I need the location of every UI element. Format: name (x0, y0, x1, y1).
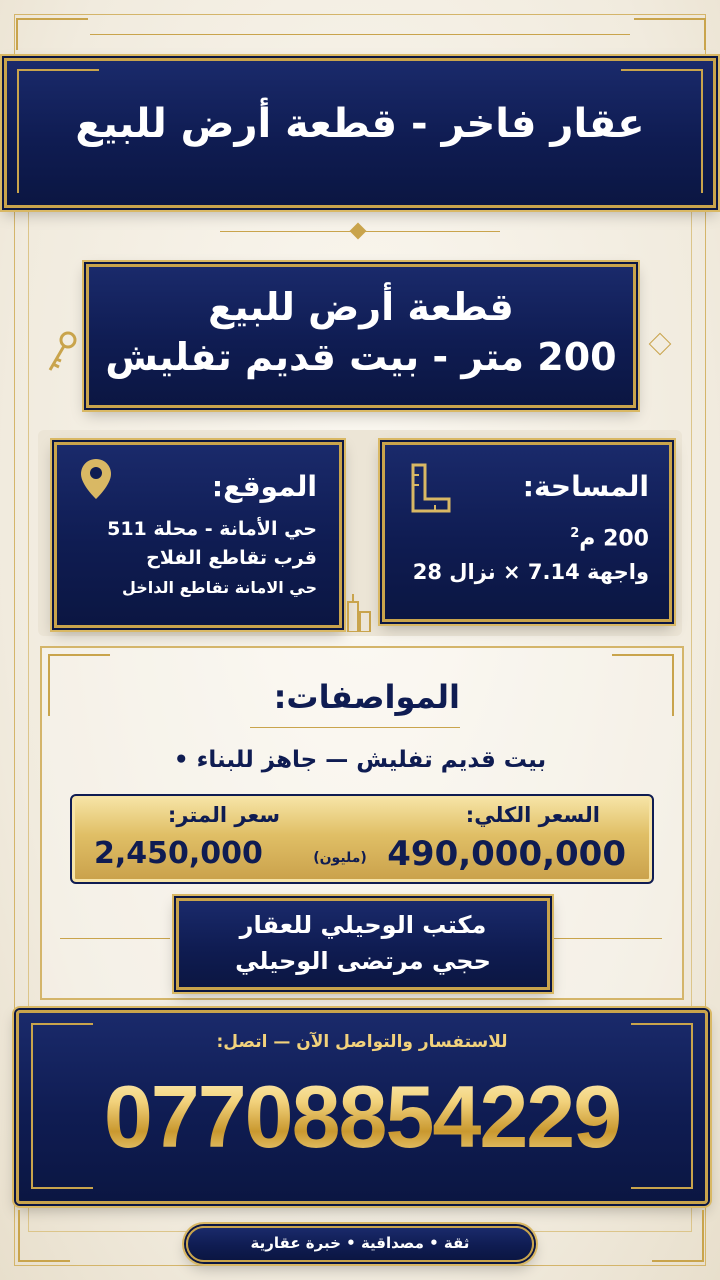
location-line-3: حي الامانة تقاطع الداخل (121, 578, 317, 597)
area-card (382, 442, 672, 622)
price-per-meter-label: سعر المتر: (167, 803, 280, 827)
ruler-icon (411, 463, 451, 513)
building-icon (344, 592, 374, 632)
location-heading: الموقع: (211, 470, 317, 503)
footer-corner-left-ornament (18, 1210, 70, 1262)
office-line-right (552, 938, 662, 939)
price-total-unit: (مليون) (313, 850, 367, 866)
area-dimensions: واجهة 7.14 × نزال 28 (412, 560, 649, 585)
corner-ornament-top-right (634, 18, 706, 50)
footer-tagline: ثقة • مصداقية • خبرة عقارية (250, 1234, 470, 1252)
price-total-label: السعر الكلي: (465, 803, 600, 827)
hero-box (86, 264, 636, 408)
specs-description: بيت قديم تفليش — جاهز للبناء • (173, 747, 547, 773)
footer-corner-right-ornament (652, 1210, 704, 1262)
specs-corner-right-ornament (612, 654, 674, 716)
header-banner (4, 58, 716, 208)
footer-tagline-pill (186, 1226, 534, 1262)
specs-heading: المواصفات: (273, 678, 460, 716)
price-per-meter-value: 2,450,000 (94, 836, 263, 871)
price-total-value: 490,000,000 (387, 834, 626, 874)
area-heading: المساحة: (522, 470, 649, 503)
location-line-1: حي الأمانة - محلة 511 (107, 518, 317, 540)
contact-phone[interactable]: 07708854229 (103, 1067, 621, 1166)
office-box (176, 898, 550, 990)
header-title: عقار فاخر - قطعة أرض للبيع (75, 101, 645, 147)
location-card (54, 442, 342, 628)
office-person: حجي مرتضى الوحيلي (235, 947, 491, 975)
contact-prompt: للاستفسار والتواصل الآن — اتصل: (216, 1032, 508, 1052)
location-line-2: قرب تقاطع الفلاح (146, 547, 317, 569)
specs-corner-left-ornament (48, 654, 110, 716)
area-size-unit-sup: 2 (570, 526, 580, 541)
area-size-value: 200 م (579, 526, 649, 552)
hero-line-1: قطعة أرض للبيع (208, 285, 514, 329)
contact-banner (16, 1010, 708, 1204)
top-divider (90, 34, 630, 35)
corner-ornament-top-left (16, 18, 88, 50)
hero-line-2: 200 متر - بيت قديم تفليش (105, 335, 617, 379)
office-line-left (60, 938, 170, 939)
specs-underline (250, 727, 460, 728)
office-name: مكتب الوحيلي للعقار (239, 911, 487, 939)
key-icon (44, 330, 80, 374)
